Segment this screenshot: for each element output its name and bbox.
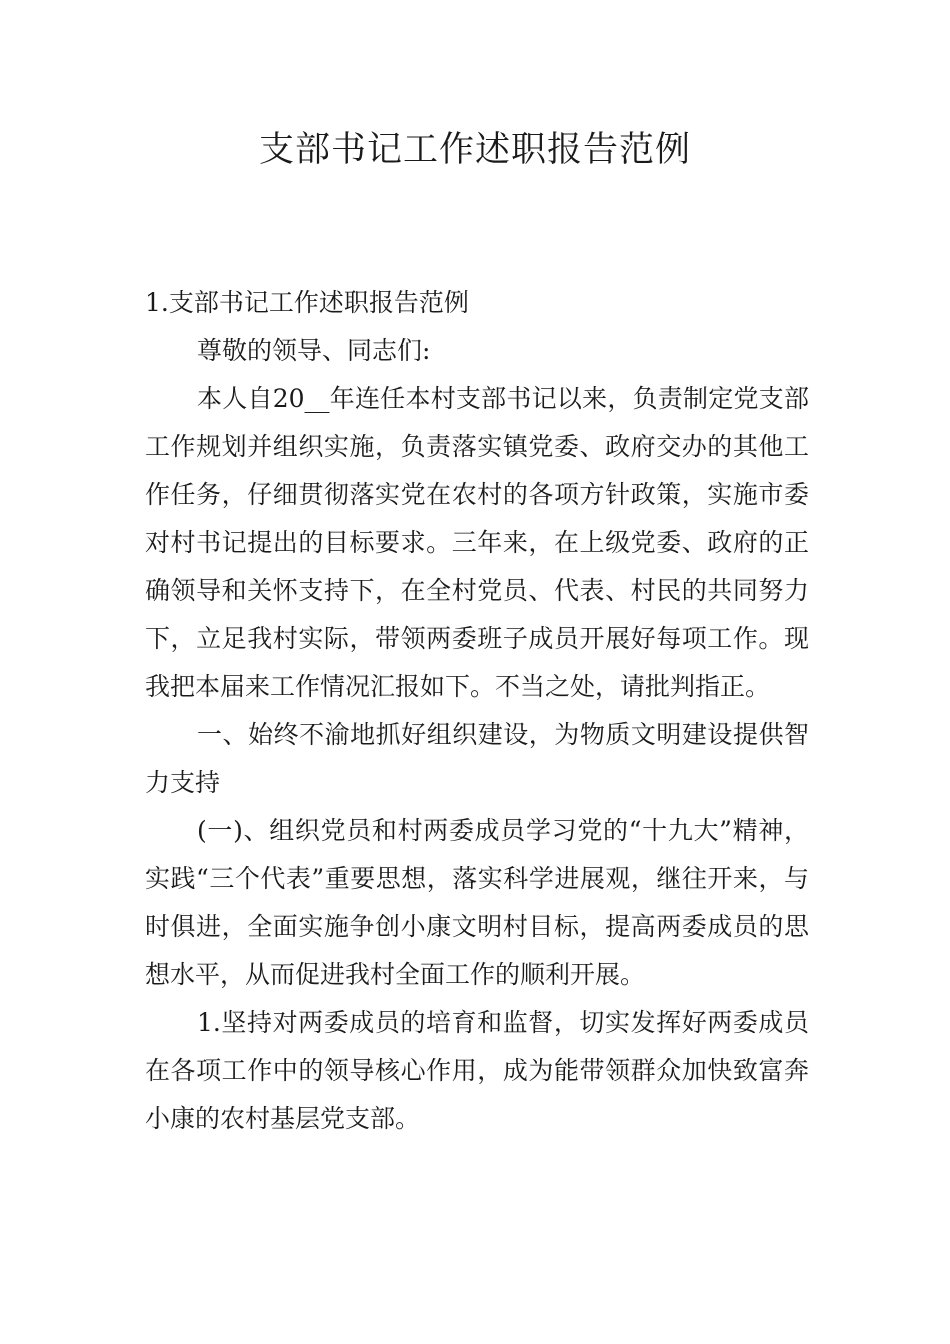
heading-item-1: 1.支部书记工作述职报告范例 [145,288,469,317]
document-body [145,279,809,1143]
section-heading-1: 一、始终不渝地抓好组织建设，为物质文明建设提供智力支持 [145,720,809,797]
list-item-paragraph-1: 1.坚持对两委成员的培育和监督，切实发挥好两委成员在各项工作中的领导核心作用，成为能带领群众加快致富奔小康的农村基层党支部。 [145,1008,809,1133]
salutation: 尊敬的领导、同志们: [197,336,431,365]
intro-paragraph: 本人自20__年连任本村支部书记以来，负责制定党支部工作规划并组织实施，负责落实镇党委、政府交办的其他工作任务，仔细贯彻落实党在农村的各项方针政策，实施市委对村书记提出的目标要求。三年来，在上级党委、政府的正确领导和关怀支持下，在全村党员、代表、村民的共同努力下，立足我村实际，带领两委班子成员开展好每项工作。现我把本届来工作情况汇报如下。不当之处，请批判指正。 [145,384,809,701]
subsection-paragraph-1: (一)、组织党员和村两委成员学习党的“十九大”精神，实践“三个代表”重要思想，落实科学进展观，继往开来，与时俱进，全面实施争创小康文明村目标，提高两委成员的思想水平，从而促进我村全面工作的顺利开展。 [145,816,809,989]
document-title: 支部书记工作述职报告范例 [258,130,691,170]
